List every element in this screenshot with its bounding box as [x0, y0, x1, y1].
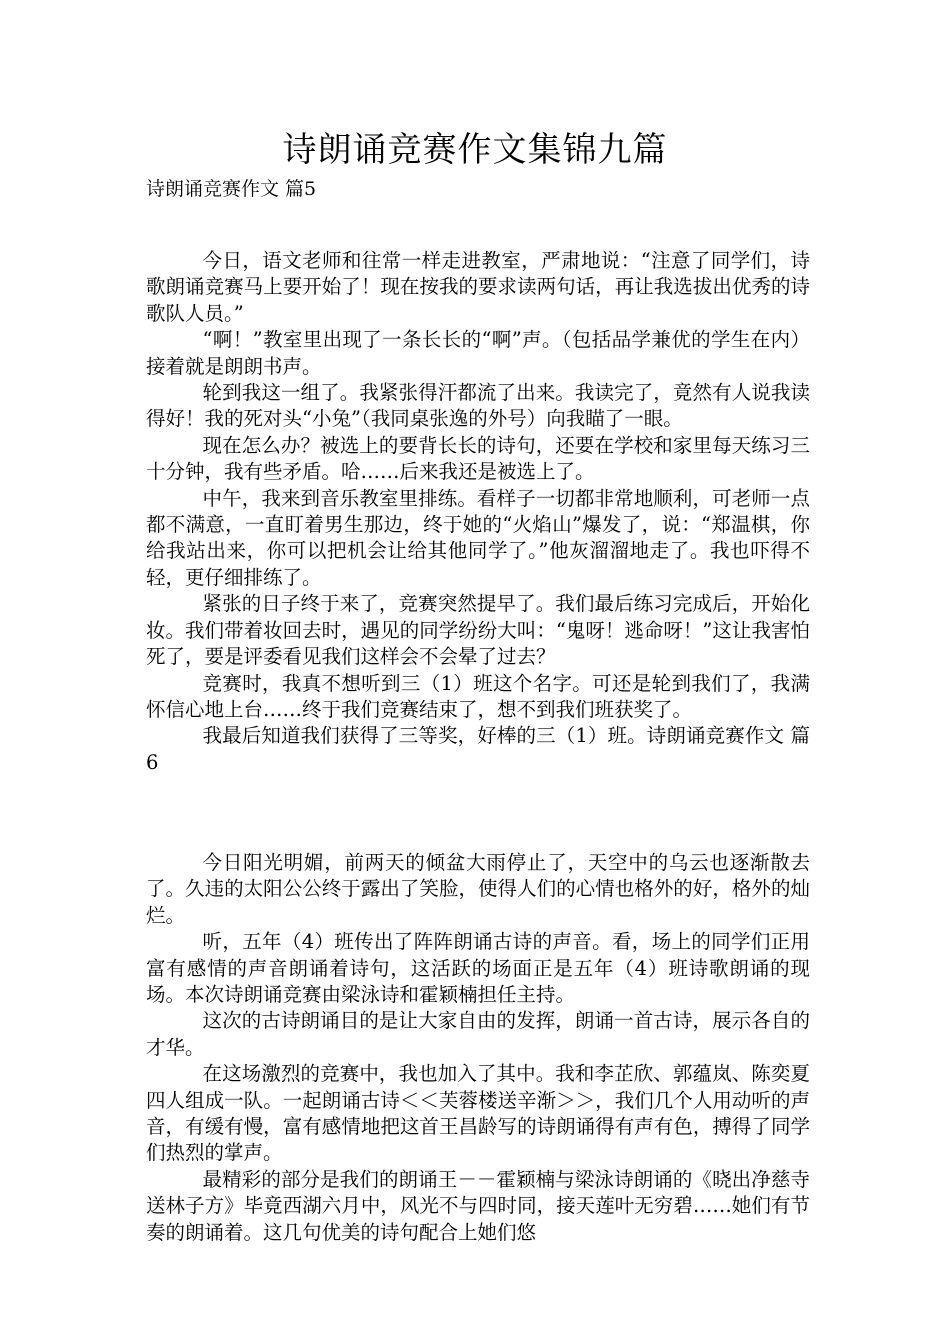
document-title: 诗朗诵竞赛作文集锦九篇 [282, 130, 668, 170]
essay-section-two [146, 850, 810, 1246]
paragraph: 最精彩的部分是我们的朗诵王－－霍颖楠与梁泳诗朗诵的《晓出净慈寺送林子方》毕竟西湖六月中，风光不与四时同，接天莲叶无穷碧……她们有节奏的朗诵着。这几句优美的诗句配合上她们悠 [146, 1167, 810, 1244]
paragraph: 今日，语文老师和往常一样走进教室，严肃地说：“注意了同学们，诗歌朗诵竞赛马上要开始了！现在按我的要求读两句话，再让我选拔出优秀的诗歌队人员。” [146, 249, 810, 325]
paragraph: 中午，我来到音乐教室里排练。看样子一切都非常地顺利，可老师一点都不满意，一直盯着男生那边，终于她的“火焰山”爆发了，说：“郑温棋，你给我站出来，你可以把机会让给其他同学了。”他灰溜溜地走了。我也吓得不轻，更仔细排练了。 [146, 486, 810, 589]
paragraph: 这次的古诗朗诵目的是让大家自由的发挥，朗诵一首古诗，展示各自的才华。 [146, 1009, 810, 1059]
paragraph: 在这场激烈的竞赛中，我也加入了其中。我和李芷欣、郭蕴岚、陈奕夏四人组成一队。一起朗诵古诗＜＜芙蓉楼送辛渐＞＞，我们几个人用动听的声音，有缓有慢，富有感情地把这首王昌龄写的诗朗诵得有声有色，搏得了同学们热烈的掌声。 [146, 1062, 810, 1165]
paragraph: 竞赛时，我真不想听到三（1）班这个名字。可还是轮到我们了，我满怀信心地上台……终于我们竞赛结束了，想不到我们班获奖了。 [146, 671, 810, 721]
paragraph: 轮到我这一组了。我紧张得汗都流了出来。我读完了，竟然有人说我读得好！我的死对头“小兔”（我同桌张逸的外号）向我瞄了一眼。 [146, 381, 810, 431]
paragraph: “啊！”教室里出现了一条长长的“啊”声。（包括品学兼优的学生在内）接着就是朗朗书声。 [146, 328, 810, 378]
paragraph: 今日阳光明媚，前两天的倾盆大雨停止了，天空中的乌云也逐渐散去了。久违的太阳公公终于露出了笑脸，使得人们的心情也格外的好，格外的灿烂。 [146, 851, 810, 927]
paragraph: 我最后知道我们获得了三等奖，好棒的三（1）班。诗朗诵竞赛作文 篇6 [146, 724, 810, 774]
essay-section-one [146, 248, 810, 776]
paragraph: 现在怎么办？被选上的要背长长的诗句，还要在学校和家里每天练习三十分钟，我有些矛盾。哈……后来我还是被选上了。 [146, 433, 810, 484]
document-subtitle: 诗朗诵竞赛作文 篇5 [146, 178, 317, 200]
paragraph: 紧张的日子终于来了，竞赛突然提早了。我们最后练习完成后，开始化妆。我们带着妆回去时，遇见的同学纷纷大叫：“鬼呀！逃命呀！”这让我害怕死了，要是评委看见我们这样会不会晕了过去？ [146, 592, 810, 669]
paragraph: 听，五年（4）班传出了阵阵朗诵古诗的声音。看，场上的同学们正用富有感情的声音朗诵着诗句，这活跃的场面正是五年（4）班诗歌朗诵的现场。本次诗朗诵竞赛由梁泳诗和霍颖楠担任主持。 [146, 930, 810, 1007]
